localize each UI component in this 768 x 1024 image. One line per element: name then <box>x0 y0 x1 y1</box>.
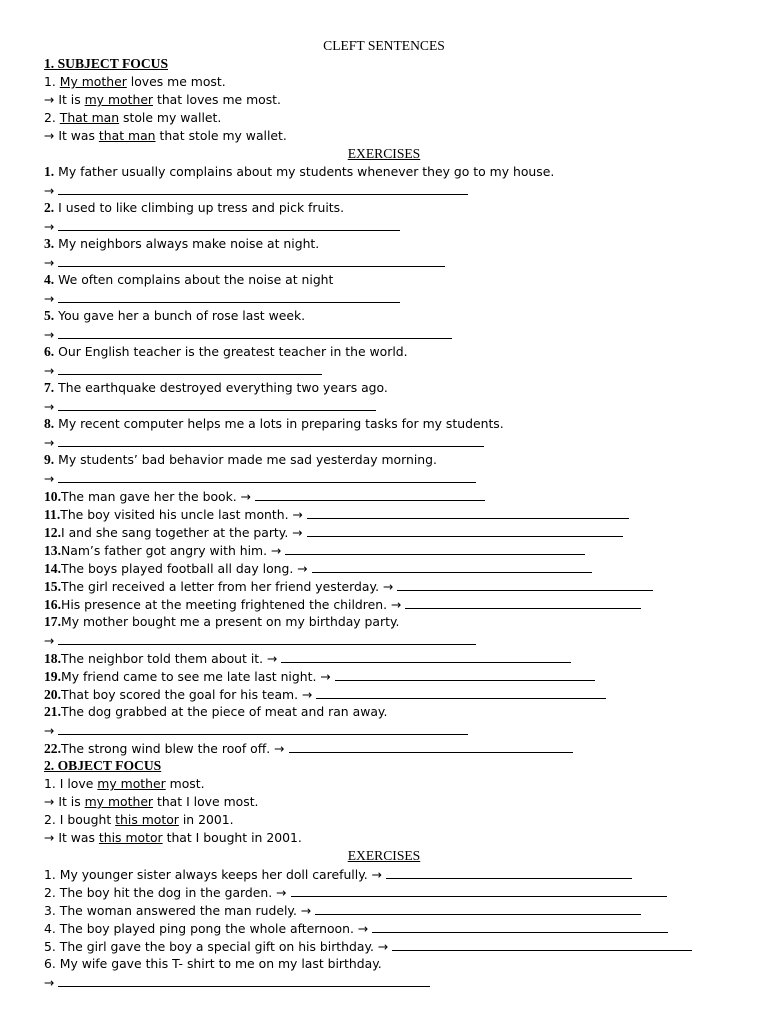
exercise-item <box>44 415 768 433</box>
arrow-icon: → <box>292 525 303 540</box>
arrow-icon: → <box>297 561 308 576</box>
item-sentence: My mother bought me a present on my birthday party. <box>61 614 400 629</box>
item-sentence: Nam’s father got angry with him. <box>61 543 268 558</box>
answer-blank[interactable] <box>58 469 476 483</box>
exercise-item <box>44 703 768 721</box>
item-sentence: The boys played football all day long. <box>61 561 294 576</box>
arrow-icon: → <box>320 669 331 684</box>
item-sentence: My students’ bad behavior made me sad yesterday morning. <box>54 452 437 467</box>
example-focus: My mother <box>59 74 127 89</box>
example-sentence <box>44 127 768 145</box>
arrow-icon: → <box>44 471 55 486</box>
section-1-heading: 1. SUBJECT FOCUS <box>44 56 169 71</box>
arrow-icon: → <box>44 975 55 990</box>
answer-blank[interactable] <box>58 289 400 303</box>
example-text: → It is <box>44 92 85 107</box>
arrow-icon: → <box>44 255 55 270</box>
arrow-icon: → <box>44 363 55 378</box>
answer-blank[interactable] <box>312 559 592 573</box>
answer-blank[interactable] <box>58 721 468 735</box>
item-number: 5. <box>44 308 55 323</box>
example-sentence <box>44 775 768 793</box>
exercises-heading: EXERCISES <box>347 848 421 863</box>
answer-line-row <box>44 469 768 487</box>
arrow-icon: → <box>357 921 369 936</box>
example-text: in 2001. <box>178 812 234 827</box>
answer-blank[interactable] <box>58 973 430 987</box>
item-number: 12. <box>44 525 61 540</box>
item-number: 1. <box>44 164 55 179</box>
example-text: loves me most. <box>126 74 226 89</box>
answer-blank[interactable] <box>58 325 452 339</box>
exercise-item <box>44 541 768 559</box>
item-number: 13. <box>44 543 61 558</box>
arrow-icon: → <box>371 867 383 882</box>
exercise-item <box>44 523 768 541</box>
example-text: → It is <box>44 794 85 809</box>
answer-line-row <box>44 181 768 199</box>
item-number: 10. <box>44 489 61 504</box>
item-number: 7. <box>44 380 55 395</box>
exercise-item <box>44 163 768 181</box>
item-sentence: The neighbor told them about it. <box>61 651 264 666</box>
exercises-heading: EXERCISES <box>347 146 421 161</box>
exercise-item <box>44 505 768 523</box>
example-focus: that man <box>98 128 156 143</box>
exercise-item <box>44 343 768 361</box>
item-number: 9. <box>44 452 55 467</box>
exercise-item <box>44 577 768 595</box>
arrow-icon: → <box>292 507 303 522</box>
item-sentence: I and she sang together at the party. <box>61 525 289 540</box>
item-sentence: The girl received a letter from her friend yesterday. <box>61 579 380 594</box>
example-text: that I love most. <box>153 794 259 809</box>
exercise-item <box>44 613 768 631</box>
item-sentence: 3. The woman answered the man rudely. <box>44 903 297 918</box>
example-sentence <box>44 73 768 91</box>
example-text: → It was <box>44 128 99 143</box>
exercise-item <box>44 487 768 505</box>
answer-blank[interactable] <box>58 397 376 411</box>
item-sentence: His presence at the meeting frightened the children. <box>61 597 388 612</box>
answer-line-row <box>44 433 768 451</box>
example-text: that I bought in 2001. <box>162 830 302 845</box>
answer-line-row <box>44 325 768 343</box>
exercise-item <box>44 451 768 469</box>
arrow-icon: → <box>44 183 55 198</box>
answer-line-row <box>44 253 768 271</box>
exercises-heading-line <box>44 847 724 865</box>
item-sentence: We often complains about the noise at night <box>54 272 334 287</box>
item-sentence: 6. My wife gave this T- shirt to me on my last birthday. <box>44 956 382 971</box>
arrow-icon: → <box>44 435 55 450</box>
example-sentence <box>44 109 768 127</box>
item-sentence: I used to like climbing up tress and pick fruits. <box>54 200 345 215</box>
exercise-item <box>44 955 768 973</box>
exercise-item <box>44 199 768 217</box>
example-sentence <box>44 829 768 847</box>
answer-blank[interactable] <box>392 937 692 951</box>
item-number: 16. <box>44 597 61 612</box>
item-number: 20. <box>44 687 61 702</box>
example-text: that loves me most. <box>153 92 281 107</box>
exercise-item <box>44 667 768 685</box>
answer-blank[interactable] <box>307 523 623 537</box>
answer-blank[interactable] <box>289 739 573 753</box>
item-number: 4. <box>44 272 55 287</box>
item-number: 21. <box>44 704 61 719</box>
item-number: 8. <box>44 416 55 431</box>
item-sentence: 5. The girl gave the boy a special gift on his birthday. <box>44 939 374 954</box>
exercise-item <box>44 271 768 289</box>
exercise-item <box>44 379 768 397</box>
item-sentence: 4. The boy played ping pong the whole afternoon. <box>44 921 354 936</box>
answer-blank[interactable] <box>58 217 400 231</box>
arrow-icon: → <box>267 651 278 666</box>
item-number: 18. <box>44 651 61 666</box>
exercise-item <box>44 865 768 883</box>
item-sentence: My father usually complains about my students whenever they go to my house. <box>54 164 555 179</box>
item-sentence: That boy scored the goal for his team. <box>61 687 299 702</box>
arrow-icon: → <box>240 489 252 504</box>
item-number: 19. <box>44 669 61 684</box>
item-number: 11. <box>44 507 61 522</box>
example-text: 1. I love <box>44 776 98 791</box>
arrow-icon: → <box>382 579 394 594</box>
item-sentence: 1. My younger sister always keeps her doll carefully. <box>44 867 368 882</box>
example-focus: my mother <box>84 794 154 809</box>
arrow-icon: → <box>44 291 55 306</box>
exercise-item <box>44 739 768 757</box>
item-sentence: You gave her a bunch of rose last week. <box>54 308 306 323</box>
worksheet-title: CLEFT SENTENCES <box>323 38 445 53</box>
item-sentence: My recent computer helps me a lots in preparing tasks for my students. <box>54 416 504 431</box>
answer-blank[interactable] <box>316 685 606 699</box>
example-text: → It was <box>44 830 99 845</box>
answer-blank[interactable] <box>335 667 595 681</box>
item-number: 17. <box>44 614 61 629</box>
exercises-heading-line <box>44 145 724 163</box>
exercise-item <box>44 901 768 919</box>
answer-blank[interactable] <box>386 865 632 879</box>
section-heading <box>44 757 768 775</box>
item-sentence: The dog grabbed at the piece of meat and ran away. <box>61 704 388 719</box>
example-focus: this motor <box>115 812 179 827</box>
answer-blank[interactable] <box>372 919 668 933</box>
arrow-icon: → <box>274 741 285 756</box>
answer-blank[interactable] <box>307 505 629 519</box>
answer-line-row <box>44 721 768 739</box>
answer-blank[interactable] <box>291 883 667 897</box>
item-number: 22. <box>44 741 61 756</box>
answer-blank[interactable] <box>315 901 641 915</box>
item-number: 14. <box>44 561 61 576</box>
exercise-item <box>44 649 768 667</box>
arrow-icon: → <box>276 885 287 900</box>
answer-line-row <box>44 361 768 379</box>
arrow-icon: → <box>44 219 55 234</box>
item-number: 15. <box>44 579 61 594</box>
item-sentence: The strong wind blew the roof off. <box>61 741 271 756</box>
example-focus: That man <box>59 110 120 125</box>
worksheet-title-line <box>44 37 724 55</box>
exercise-item <box>44 919 768 937</box>
answer-blank[interactable] <box>58 433 484 447</box>
answer-blank[interactable] <box>58 631 476 645</box>
section-2-heading: 2. OBJECT FOCUS <box>44 758 162 773</box>
arrow-icon: → <box>302 687 313 702</box>
exercise-item <box>44 235 768 253</box>
arrow-icon: → <box>271 543 282 558</box>
example-text: 2. <box>44 110 60 125</box>
example-text: 1. <box>44 74 60 89</box>
item-sentence: My neighbors always make noise at night. <box>54 236 320 251</box>
example-focus: my mother <box>84 92 154 107</box>
exercise-item <box>44 937 768 955</box>
item-sentence: 2. The boy hit the dog in the garden. <box>44 885 273 900</box>
answer-line-row <box>44 217 768 235</box>
exercise-item <box>44 307 768 325</box>
answer-line-row <box>44 289 768 307</box>
answer-blank[interactable] <box>58 361 322 375</box>
example-sentence <box>44 793 768 811</box>
answer-blank[interactable] <box>58 253 445 267</box>
answer-line-row <box>44 973 768 991</box>
item-number: 6. <box>44 344 55 359</box>
item-number: 2. <box>44 200 55 215</box>
item-sentence: The boy visited his uncle last month. <box>60 507 289 522</box>
item-number: 3. <box>44 236 55 251</box>
arrow-icon: → <box>377 939 389 954</box>
answer-line-row <box>44 397 768 415</box>
answer-blank[interactable] <box>281 649 571 663</box>
arrow-icon: → <box>44 399 55 414</box>
example-sentence <box>44 91 768 109</box>
example-text: that stole my wallet. <box>155 128 287 143</box>
answer-blank[interactable] <box>58 181 468 195</box>
example-focus: my mother <box>97 776 166 791</box>
item-sentence: The earthquake destroyed everything two years ago. <box>54 380 388 395</box>
arrow-icon: → <box>44 327 55 342</box>
exercise-item <box>44 685 768 703</box>
example-text: most. <box>165 776 205 791</box>
section-heading <box>44 55 768 73</box>
exercise-item <box>44 559 768 577</box>
example-sentence <box>44 811 768 829</box>
exercise-item <box>44 595 768 613</box>
arrow-icon: → <box>44 723 55 738</box>
answer-blank[interactable] <box>405 595 641 609</box>
answer-line-row <box>44 631 768 649</box>
example-focus: this motor <box>98 830 163 845</box>
item-sentence: My friend came to see me late last night. <box>61 669 317 684</box>
arrow-icon: → <box>44 633 55 648</box>
item-sentence: Our English teacher is the greatest teacher in the world. <box>54 344 408 359</box>
arrow-icon: → <box>300 903 312 918</box>
arrow-icon: → <box>390 597 402 612</box>
answer-blank[interactable] <box>285 541 585 555</box>
item-sentence: The man gave her the book. <box>61 489 237 504</box>
exercise-item <box>44 883 768 901</box>
answer-blank[interactable] <box>255 487 485 501</box>
example-text: stole my wallet. <box>119 110 222 125</box>
example-text: 2. I bought <box>44 812 116 827</box>
answer-blank[interactable] <box>397 577 653 591</box>
